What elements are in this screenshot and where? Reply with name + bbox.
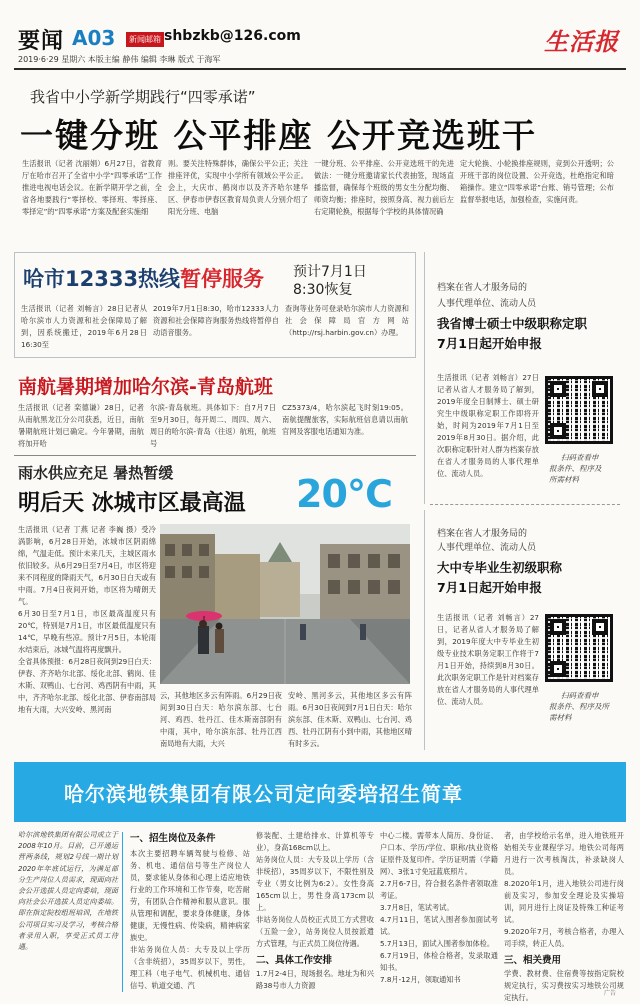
qr-caption-line: 报条件、程序及 (549, 464, 602, 473)
lead-col-3: 一键分班、公平排座、公开竞选班干的先进做法：一键分班邀请家长代表抽签，现场直播监督，确保每个班级的男女生分配均衡、师资均衡；排座时，按照身高、视力前后左右定期轮换，根据每个学校的具体情况确 (314, 159, 454, 216)
header-rule (14, 68, 626, 70)
page-code: A03 (72, 26, 116, 50)
flight-col-2: 尔滨-青岛航班。具体如下：自7月7日至9月30日，每开周二、周四、周六、周日的哈尔滨-青岛（往返）航班，航班号 (150, 403, 276, 448)
divider (430, 504, 620, 505)
hotline-col-3: 查询等业务可登录哈尔滨市人力资源和社会保障局官方网站（http://rsj.harbin.gov.cn）办理。 (285, 304, 409, 337)
notice-title-date: 7月1日起开始申报 (437, 580, 542, 595)
qr-caption-line: 所需材料 (549, 475, 579, 484)
qr-caption-line: 扫码查看申 (561, 453, 599, 462)
metro-paragraph: 站务岗位人员：大专及以上学历（含非统招），35周岁以下，不限性别及专业（男女比例为6:2）。女性身高165cm以上，男性身高173cm以上。 (256, 855, 374, 912)
metro-col-2 (130, 830, 250, 994)
notice-title-date: 7月1日起开始申报 (437, 336, 542, 351)
weather-headline: 明后天 冰城市区最高温 (18, 491, 246, 516)
metro-paragraph: 2.7月6-7日，符合报名条件者领取准考证。 (380, 879, 498, 900)
metro-paragraph: 者，由学校给示名单，进入地铁班开始相关专业课程学习。地铁公司每两月进行一次考核淘汰，补录缺岗人员。 (504, 831, 624, 876)
lead-headline: 一键分班 公平排座 公开竞选班干 (20, 116, 537, 155)
ad-label: 广告 (604, 990, 617, 997)
divider (14, 455, 416, 456)
metro-headline: 哈尔滨地铁集团有限公司定向委培招生简章 (64, 782, 463, 806)
notice-title: 我省博士硕士中级职称定职 (437, 316, 588, 331)
hotline-headline (23, 263, 264, 293)
brand-logo: 生活报 (544, 28, 619, 56)
hotline-col-1: 生活报讯（记者 刘畅言）28日记者从哈尔滨市人力资源和社会保障局了解到，因系统搬迁，2019年6月28日16:30至 (21, 304, 147, 349)
notice-kicker: 档案在省人才服务局的 (437, 283, 528, 293)
notice-kicker-2: 人事代理单位、流动人员 (437, 543, 537, 553)
notice-title: 大中专毕业生初级职称 (437, 560, 563, 575)
hotline-headline-accent: 暂停服务 (180, 267, 265, 291)
metro-paragraph: 7.8月-12月，领取通知书 (380, 975, 461, 984)
street-scene-illustration (160, 524, 410, 684)
qr-caption-line: 扫码查看申 (561, 691, 599, 700)
metro-paragraph: 非站务岗位人员校正式员工方式营收（五险一金），站务岗位人员按派遣方式管理，与正式员工岗位待遇。 (256, 915, 374, 948)
metro-section-title: 二、具体工作安排 (256, 955, 333, 966)
weather-kicker: 雨水供应充足 暑热暂缓 (18, 464, 174, 482)
masthead (14, 10, 626, 66)
weather-paragraph: 6月30日至7月1日，市区最高温度只有20℃，特别是7月1日，市区最低温度只有14℃，早晚有些凉。预计7月5日，本轮雨水结束后，冰城气温将再度飘升。 (18, 609, 156, 654)
notice-kicker: 档案在省人才服务局的 (437, 529, 528, 539)
metro-paragraph: 学费、教材费、住宿费等按指定院校规定执行，实习费按实习地铁公司规定执行。 (504, 969, 624, 1002)
metro-paragraph: 非站务岗位人员：大专及以上学历（含非统招），35周岁以下，男性，理工科（电子电气、机械机电、通信信号、轨道交通、汽 (130, 945, 250, 990)
qr-caption (549, 690, 609, 723)
notice-body: 生活报讯（记者 刘畅言）27日，记者从省人才服务局了解到，2019年度大中专毕业生初级专业技术职务定职工作将于7月1日开始，持续到8月30日。此次职务定职工作是针对档案存放在省人才服务局的人事代理单位、流动人员。 (437, 613, 539, 706)
weather-paragraph: 生活报讯（记者 丁燕 记者 李巍 摄）受冷涡影响，6月28日开始，冰城市区阴雨绵绵，气温走低。预计未来几天，主城区雨水依旧较多。从6月29日至7月4日，市区将迎来不同程度的降雨天气，6月30日白天或有中雨。7月4日夜间开始，市区将为晴朗天气。 (18, 525, 156, 606)
flight-col-3: CZ5373/4，哈尔滨起飞时刻19:05。南航提醒旅客，实际航班信息请以南航官网及客服电话通知为准。 (282, 403, 408, 436)
flight-headline: 南航暑期增加哈尔滨-青岛航班 (18, 376, 273, 398)
metro-col-5 (504, 830, 624, 1002)
lead-kicker: 我省中小学新学期践行“四零承诺” (30, 88, 256, 106)
email-address: shbzkb@126.com (164, 28, 301, 44)
metro-section-title: 一、招生岗位及条件 (130, 833, 216, 844)
metro-paragraph: 9.2020年7月，考核合格者，办理入司手续，转正人员。 (504, 927, 624, 948)
lead-col-2: 则。要关注特殊群体，确保公平公正；关注排座评优，实现中小学所有领域公平公正。会上，大庆市、鹤岗市以及齐齐哈尔建华区、伊春市伊春区教育局负责人分别介绍了阳光分班、电脑 (168, 159, 308, 216)
qr-caption-line: 报条件、程序及所 (549, 702, 609, 711)
notice-box-doctorate (424, 252, 626, 504)
metro-paragraph: 中心二楼。需带本人简历、身份证、户口本、学历/学位、职称/执业资格证原件及复印件。学历证明需（学籍网）、3张1寸免冠蓝底照片。 (380, 831, 498, 876)
metro-intro: 哈尔滨地铁集团有限公司成立于2008年10月。目前，已开通运营两条线，规划2号线一期计划2020年年底试运行，为满足部分生产岗位人员需求，现面向社会公开选拔人员定向委培，现面向社会公开选拔人员定向委培。即在指定院校组班培训，在地铁公司项目实习及学习，考核合格者录用入职，享受正式员工待遇。 (18, 831, 118, 952)
metro-paragraph: 4.7月11日，笔试入围者参加面试考试。 (380, 915, 498, 936)
lead-col-4: 定大轮换、小轮换排座规则，竞到公开透明；公开班干部的岗位设置、公开竞选，杜绝指定和暗箱操作。建立“四零承诺”台账、销号管理；公布监督举报电话，加强检查，实施问责。 (460, 159, 614, 204)
weather-paragraph: 全省具体预报：6月28日夜间到29日白天：伊春、齐齐哈尔北部、绥化北部、鹤岗、佳木斯、双鸭山、七台河、鸡西阴有中雨，其中，齐齐哈尔北部、绥化北部、伊春南部局地有大雨，大兴安岭、黑河南 (18, 657, 156, 714)
metro-paragraph: 3.7月8日，笔试考试。 (380, 903, 454, 912)
weather-col-2: 云，其他地区多云有阵雨。6月29日夜间到30日白天：哈尔滨东部、七台河、鸡西、牡丹江、佳木斯南部阴有中雨，其中，哈尔滨东部、牡丹江西南局地有大雨，大兴 (160, 691, 282, 748)
lead-col-1: 生活报讯（记者 沈丽娟）6月27日，省教育厅在哈市召开了全省中小学“四零承诺”工作推进电视电话会议。在新学期开学之前，全省各地要践行“零择校、零择班、零择座、零择定”的“四零承诺”方案及配套实施细 (22, 159, 162, 216)
metro-section-title: 三、相关费用 (504, 955, 562, 966)
hotline-side-2: 8:30恢复 (293, 282, 353, 298)
metro-paragraph: 修装配、土建给排水、计算机等专业），身高168cm以上。 (256, 831, 374, 852)
dateline: 2019·6·29 星期六 本版主编 静伟 编辑 李琳 版式 于海军 (18, 55, 221, 64)
metro-paragraph: 6.7月19日，体检合格者，发录取通知书。 (380, 951, 498, 972)
qr-caption-line: 需材料 (549, 713, 572, 722)
hotline-box (14, 252, 416, 358)
metro-col-3 (256, 830, 374, 994)
metro-paragraph: 8.2020年1月，进入地铁公司进行岗前及实习，参加安全理论及实操培训，同月进行上岗证及特殊工种证考试。 (504, 879, 624, 924)
qr-code (545, 376, 613, 444)
weather-temp: 20℃ (296, 472, 392, 516)
hotline-col-2: 2019年7月1日8:30，哈市12333人力资源和社会保障咨询服务热线将暂停自动语音服务。 (153, 304, 279, 337)
metro-paragraph: 5.7月13日，面试入围者参加体检。 (380, 939, 495, 948)
metro-banner (14, 762, 626, 822)
metro-paragraph: 1.7月2-4日，现场报名。地址为和兴路38号市人力资源 (256, 969, 374, 990)
metro-divider (122, 832, 123, 992)
flight-col-1: 生活报讯（记者 栾德谦）28日，记者从南航黑龙江分公司获悉，近日，南航暑期航班计划已确定。今年暑期，南航将加开哈 (18, 403, 144, 448)
weather-col-3: 安岭、黑河多云，其他地区多云有阵雨。6月30日夜间到7月1日白天：哈尔滨东部、佳木斯、双鸭山、七台河、鸡西、牡丹江阴有小到中雨，其他地区晴有时多云。 (288, 691, 412, 748)
weather-photo (160, 524, 410, 684)
metro-paragraph: 本次主要招聘车辆驾驶与检修、站务、机电、通信信号等生产岗位人员，要求能从身体和心理上适应地铁行业的工作环境和工作节奏，吃苦耐劳，有团队合作精神和服从意识。服从管理和调配，要求身体健康，身体健康，无慢性病、传染病，精神病家族史。 (130, 849, 250, 942)
section-title: 要闻 (18, 29, 65, 54)
qr-caption (549, 452, 602, 485)
notice-box-graduate (424, 510, 626, 750)
notice-body: 生活报讯（记者 刘畅言）27日记者从省人才服务局了解到，2019年度全日制博士、硕士研究生中级职称定职工作即将开始，时间为2019年7月1日至2019年8月30日。据介绍，此次职称定职针对人群为档案存放在省人才服务局的人事代理单位、流动人员。 (437, 373, 539, 478)
metro-col-4 (380, 830, 498, 994)
hotline-side-1: 预计7月1日 (293, 264, 367, 280)
qr-code (545, 614, 613, 682)
weather-col-1 (18, 524, 156, 754)
hotline-headline-main: 哈市12333热线 (23, 267, 181, 291)
email-badge: 新闻邮箱 (126, 32, 164, 47)
notice-kicker-2: 人事代理单位、流动人员 (437, 299, 537, 309)
